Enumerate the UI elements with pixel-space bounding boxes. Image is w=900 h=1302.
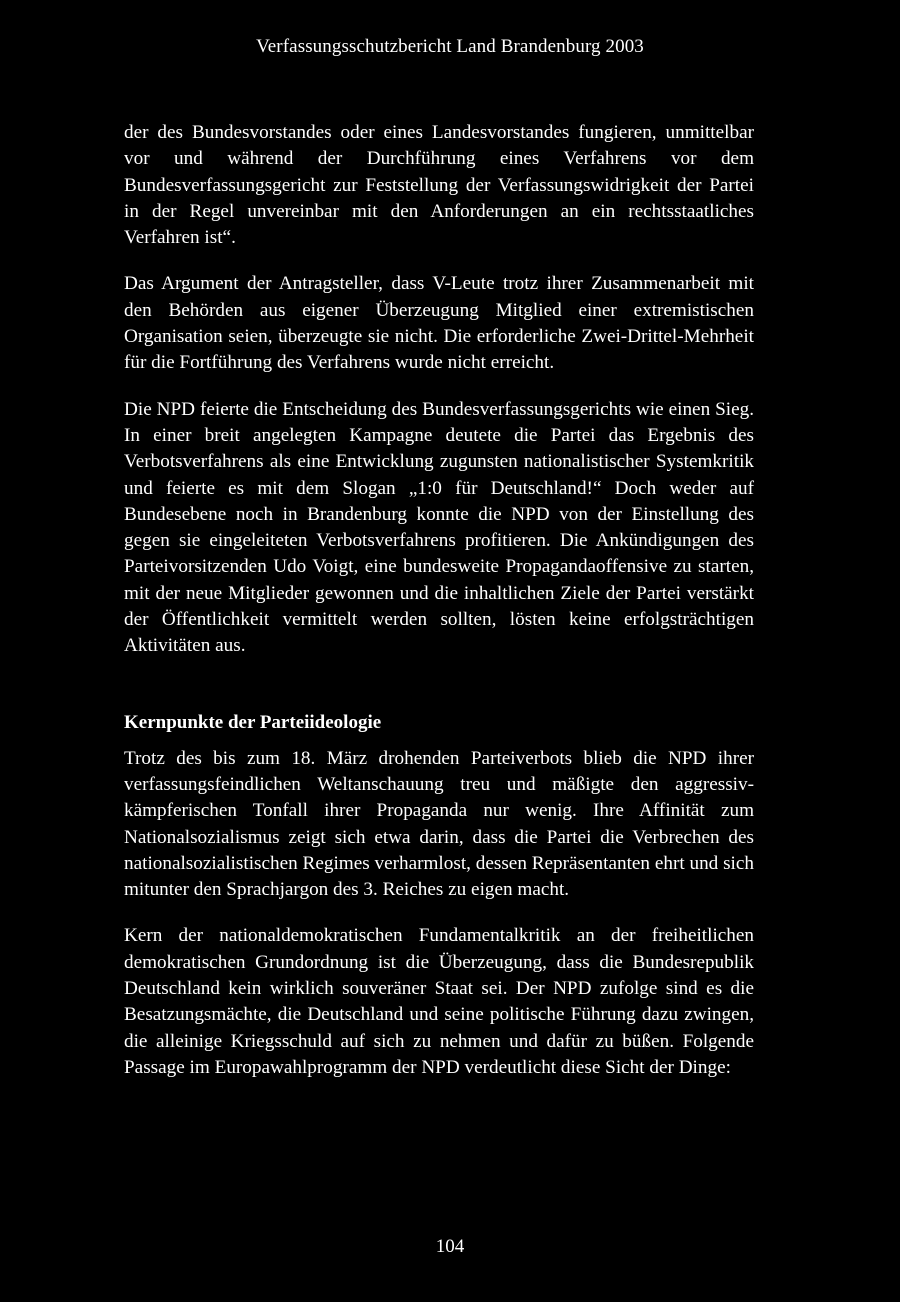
page-body [124, 120, 754, 1081]
running-header: Verfassungsschutzbericht Land Brandenburg 2003 [256, 36, 644, 57]
page-number: 104 [435, 1236, 465, 1257]
section-heading: Kernpunkte der Parteiideologie [124, 711, 382, 733]
paragraph-2: Das Argument der Antragsteller, dass V-Leute trotz ihrer Zusammenarbeit mit den Behörden aus eigener Überzeugung Mitglied einer extremistischen Organisation seien, überzeugte sie nicht. Die erforderliche Zwei-Drittel-Mehrheit für die Fortführung des Verfahrens wurde nicht erreicht. [124, 273, 754, 374]
paragraph-1: der des Bundesvorstandes oder eines Landesvorstandes fungieren, unmittelbar vor und während der Durchführung eines Verfahrens vor dem Bundesverfassungsgericht zur Feststellung der Verfassungswidrigkeit der Partei in der Regel unvereinbar mit den Anforderungen an ein rechtsstaatliches Verfahren ist“. [124, 122, 754, 249]
paragraph-4: Trotz des bis zum 18. März drohenden Parteiverbots blieb die NPD ihrer verfassungsfeindlichen Weltanschauung treu und mäßigte den aggressiv-kämpferischen Tonfall ihrer Propaganda nur wenig. Ihre Affinität zum Nationalsozialismus zeigt sich etwa darin, dass die Partei die Verbrechen des nationalsozialistischen Regimes verharmlost, dessen Repräsentanten ehrt und sich mitunter den Sprachjargon des 3. Reiches zu eigen macht. [124, 747, 754, 901]
paragraph-3: Die NPD feierte die Entscheidung des Bundesverfassungsgerichts wie einen Sieg. In einer breit angelegten Kampagne deutete die Partei das Ergebnis des Verbotsverfahrens als eine Entwicklung zugunsten nationalistischer Systemkritik und feierte es mit dem Slogan „1:0 für Deutschland!“ Doch weder auf Bundesebene noch in Brandenburg konnte die NPD von der Einstellung des gegen sie eingeleiteten Verbotsverfahrens profitieren. Die Ankündigungen des Parteivorsitzenden Udo Voigt, eine bundesweite Propagandaoffensive zu starten, mit der neue Mitglieder gewonnen und die inhaltlichen Ziele der Partei verstärkt der Öffentlichkeit vermittelt werden sollten, lösten keine erfolgsträchtigen Aktivitäten aus. [124, 398, 754, 657]
paragraph-5: Kern der nationaldemokratischen Fundamentalkritik an der freiheitlichen demokratischen Grundordnung ist die Überzeugung, dass die Bundesrepublik Deutschland kein wirklich souveräner Staat sei. Der NPD zufolge sind es die Besatzungsmächte, die Deutschland und seine politische Führung dazu zwingen, die alleinige Kriegsschuld auf sich zu nehmen und dafür zu büßen. Folgende Passage im Europawahlprogramm der NPD verdeutlicht diese Sicht der Dinge: [124, 925, 754, 1078]
